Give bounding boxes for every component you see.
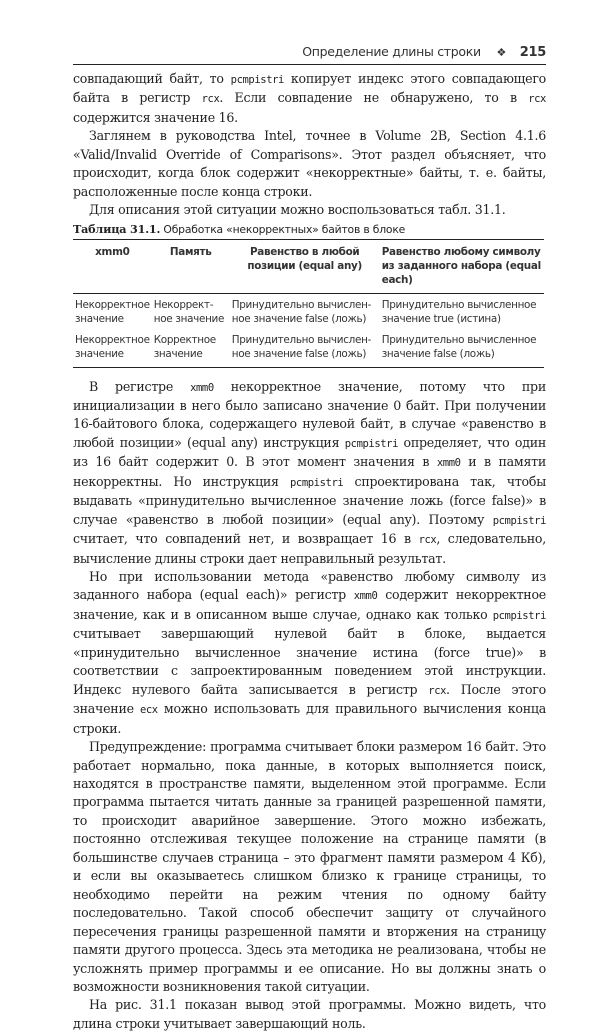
inline-code: pcmpistri: [492, 609, 546, 622]
table-header-row: [73, 240, 544, 294]
text: В регистре: [89, 378, 191, 394]
text: содержит некорректное значение, как и в описанном выше случае, однако как только: [73, 587, 546, 622]
body-text: [73, 70, 546, 1033]
header-rule: [73, 64, 546, 65]
table-cell: Некорректное значение: [75, 298, 150, 325]
text: копирует индекс этого совпадающего байта в регистр: [73, 71, 546, 106]
running-header: [302, 44, 546, 60]
column-header: Равенство в любой позиции (equal any): [230, 240, 380, 294]
table-cell: Принудительно вычисленное значение false (ложь): [380, 329, 544, 367]
text: совпадающий байт, то: [73, 71, 231, 86]
inline-code: pcmpistri: [492, 514, 546, 527]
table-cell: Принудительно вычислен-ное значение false (ложь): [230, 329, 380, 367]
ornament-icon: ❖: [496, 46, 507, 59]
table-cell: Некорректное значение: [73, 329, 152, 367]
paragraph-1: [73, 70, 546, 127]
table-caption-text: Обработка «некорректных» байтов в блоке: [160, 222, 406, 236]
text: можно использовать для правильного вычисления конца строки.: [73, 701, 547, 736]
table-cell: Корректное значение: [152, 329, 230, 367]
text: . После этого значение: [73, 681, 546, 717]
text: спроектирована так, чтобы выдавать «принудительно вычисленное значение ложь (force false)» в случае «равенство в любой позиции» (equal any). Поэтому: [73, 473, 546, 527]
running-title: Определение длины строки: [302, 44, 481, 59]
paragraph-3: Для описания этой ситуации можно воспользоваться табл. 31.1.: [89, 202, 506, 218]
inline-code: pcmpistri: [290, 476, 344, 489]
inline-code: rcx: [428, 684, 447, 697]
inline-code: xmm0: [190, 381, 214, 394]
table-31-1: [73, 239, 544, 367]
table-cell: Некоррект-ное значение: [153, 298, 225, 325]
text: считывает завершающий нулевой байт в блоке, выдается «принудительно вычисленное значение истина (force true)» в соответствии с запроектированным поведением этой инструкции. Индекс нулевого байта записывается в регистр: [73, 626, 546, 697]
inline-code: xmm0: [353, 590, 378, 603]
text: и в памяти некорректны. Но инструкция: [73, 454, 547, 489]
text: , следовательно, вычисление длины строки дает неправильный результат.: [73, 531, 546, 566]
paragraph-5: [73, 568, 546, 738]
column-header: xmm0: [73, 240, 152, 294]
text: определяет, что один из 16 байт содержит 0. В этот момент значения в: [73, 434, 546, 470]
page-number: 215: [519, 45, 546, 60]
column-header: Память: [152, 240, 230, 294]
text: считает, что совпадений нет, и возвращает 16 в: [73, 531, 419, 547]
inline-code: ecx: [139, 704, 158, 717]
inline-code: rcx: [418, 534, 437, 547]
table-caption: [73, 220, 546, 239]
table-row: [73, 329, 544, 367]
paragraph-6: Предупреждение: программа считывает блоки размером 16 байт. Это работает нормально, пока данные, в которых выполняется поиск, находятся в пространстве памяти, выделенном этой программе. Если программа пытается читать данные за границей разрешенной памяти, то происходит аварийное завершение. Этого можно избежать, постоянно отслеживая текущее положение на странице памяти (в большинстве случаев страница – это фрагмент памяти размером 4 Кб), и если вы оказываетесь слишком близко к границе страницы, то необходимо перейти на режим чтения по одному байту последовательно. Такой способ обеспечит защиту от случайного пересечения границы разрешенной памяти и вторжения на страницу памяти другого процесса. Здесь эта методика не реализована, чтобы не усложнять пример программы и ее описание. Но вы должны знать о возможности возникновения такой ситуации.: [73, 739, 546, 994]
paragraph-2: Заглянем в руководства Intel, точнее в Volume 2B, Section 4.1.6 «Valid/Invalid Override of Comparisons». Этот раздел объясняет, что происходит, когда блок содержит «некорректные» байты, т. е. байты, расположенные после конца строки.: [73, 128, 546, 199]
column-header: Равенство любому символу из заданного набора (equal each): [380, 240, 544, 294]
paragraph-7: На рис. 31.1 показан вывод этой программы. Можно видеть, что длина строки учитывает завершающий ноль.: [73, 997, 546, 1031]
table-cell: Принудительно вычислен-ное значение false (ложь): [231, 298, 372, 325]
inline-code: pcmpistri: [230, 74, 284, 86]
text: Но при использовании метода «равенство любому символу из заданного набора (equal each)» регистр: [73, 569, 546, 603]
table-row: [73, 293, 544, 329]
paragraph-4: [73, 378, 546, 569]
inline-code: xmm0: [436, 457, 461, 470]
inline-code: rcx: [201, 93, 220, 106]
table-caption-label: Таблица 31.1.: [73, 221, 161, 236]
table-cell: Принудительно вычисленное значение true (истина): [381, 298, 537, 325]
text: некорректное значение, потому что при инициализации в него было записано значение 0 байт. При получении 16-байтового блока, содержащего нулевой байт, в случае «равенство в любой позиции» (equal any) инструкция: [73, 378, 546, 450]
text: содержится значение 16.: [73, 109, 238, 125]
inline-code: rcx: [528, 93, 546, 106]
inline-code: pcmpistri: [344, 437, 399, 450]
text: . Если совпадение не обнаружено, то в: [219, 90, 529, 106]
